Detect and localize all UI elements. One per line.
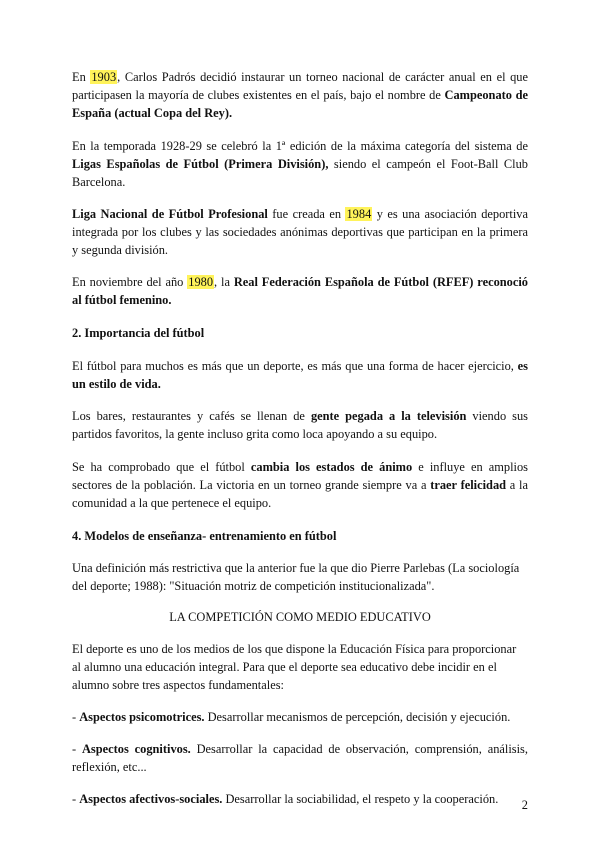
bold-run: gente pegada a la televisión [310, 409, 467, 423]
list-dash: - [72, 710, 80, 724]
highlighted-year: 1980 [188, 275, 214, 289]
text-run: , Carlos Padrós decidió instaurar un torneo nacional de carácter anual en el que participasen la mayoría de clubes existentes en el país, bajo el nombre de [72, 70, 528, 102]
list-item [72, 740, 528, 776]
text-run: Se ha comprobado que el fútbol [72, 460, 251, 474]
list-item-text: Desarrollar la sociabilidad, el respeto y la cooperación. [222, 792, 499, 806]
page-number: 2 [521, 798, 528, 812]
text-run: a la comunidad a la que pertenece el equipo. [72, 478, 529, 510]
text-run: , la [214, 275, 234, 289]
page-body [72, 68, 528, 822]
text-run: El fútbol para muchos es más que un deporte, es más que una forma de hacer ejercicio, [72, 359, 518, 373]
text-run: En la temporada 1928-29 se celebró la 1ª edición de la máxima categoría del sistema de [72, 139, 528, 153]
text-run: viendo sus partidos favoritos, la gente incluso grita como loca apoyando a su equipo. [72, 409, 528, 441]
highlighted-year: 1903 [91, 70, 117, 84]
bold-run: Campeonato de España (actual Copa del Rey). [72, 88, 528, 120]
text-run: siendo el campeón el Foot-Ball Club Barcelona. [72, 157, 528, 189]
bold-run: Ligas Españolas de Fútbol (Primera División), [72, 157, 329, 171]
paragraph-bares [72, 407, 528, 443]
paragraph-primera-division [72, 137, 528, 191]
list-item-bold: Aspectos psicomotrices. [79, 710, 205, 724]
list-item-bold: Aspectos cognitivos. [81, 742, 191, 756]
bold-run: traer felicidad [430, 478, 507, 492]
bold-run: Real Federación Española de Fútbol (RFEF) reconoció al fútbol femenino. [72, 275, 528, 307]
list-dash: - [72, 742, 82, 756]
bold-run: es un estilo de vida. [72, 359, 528, 391]
text-run: y es una asociación deportiva integrada por los clubes y las sociedades anónimas deportivas que participan en la primera y segunda división. [72, 207, 528, 257]
centered-title: LA COMPETICIÓN COMO MEDIO EDUCATIVO [169, 610, 431, 624]
list-item-text: Desarrollar la capacidad de observación, comprensión, análisis, reflexión, etc... [72, 742, 528, 774]
list-item-bold: Aspectos afectivos-sociales. [79, 792, 223, 806]
section-heading-modelos: 4. Modelos de enseñanza- entrenamiento en fútbol [72, 529, 337, 543]
paragraph-rfef [72, 273, 528, 309]
text-run: En [72, 70, 91, 84]
list-item [72, 790, 528, 808]
text-run: fue creada en [267, 207, 346, 221]
list-item-text: Desarrollar mecanismos de percepción, decisión y ejecución. [204, 710, 511, 724]
text-run: e influye en amplios sectores de la población. La victoria en un torneo grande siempre va a [72, 460, 528, 492]
bold-run: Liga Nacional de Fútbol Profesional [72, 207, 268, 221]
highlighted-year: 1984 [346, 207, 372, 221]
paragraph-copa-del-rey [72, 68, 528, 122]
paragraph-estilo-de-vida [72, 357, 528, 393]
text-run: En noviembre del año [72, 275, 188, 289]
paragraph-parlebas: Una definición más restrictiva que la anterior fue la que dio Pierre Parlebas (La sociología del deporte; 1988): "Situación motriz de competición institucionalizada". [72, 561, 520, 593]
section-heading-importancia: 2. Importancia del fútbol [72, 326, 205, 340]
paragraph-estados-de-animo [72, 458, 528, 512]
text-run: Los bares, restaurantes y cafés se llenan de [72, 409, 311, 423]
list-dash: - [72, 792, 80, 806]
paragraph-lfp [72, 205, 528, 259]
bold-run: cambia los estados de ánimo [250, 460, 413, 474]
list-item [72, 708, 528, 726]
paragraph-educacion-fisica: El deporte es uno de los medios de los que dispone la Educación Física para proporcionar al alumno una educación integral. Para que el deporte sea educativo debe incidir en el alumno sobre tres aspectos fundamentales: [72, 642, 517, 692]
